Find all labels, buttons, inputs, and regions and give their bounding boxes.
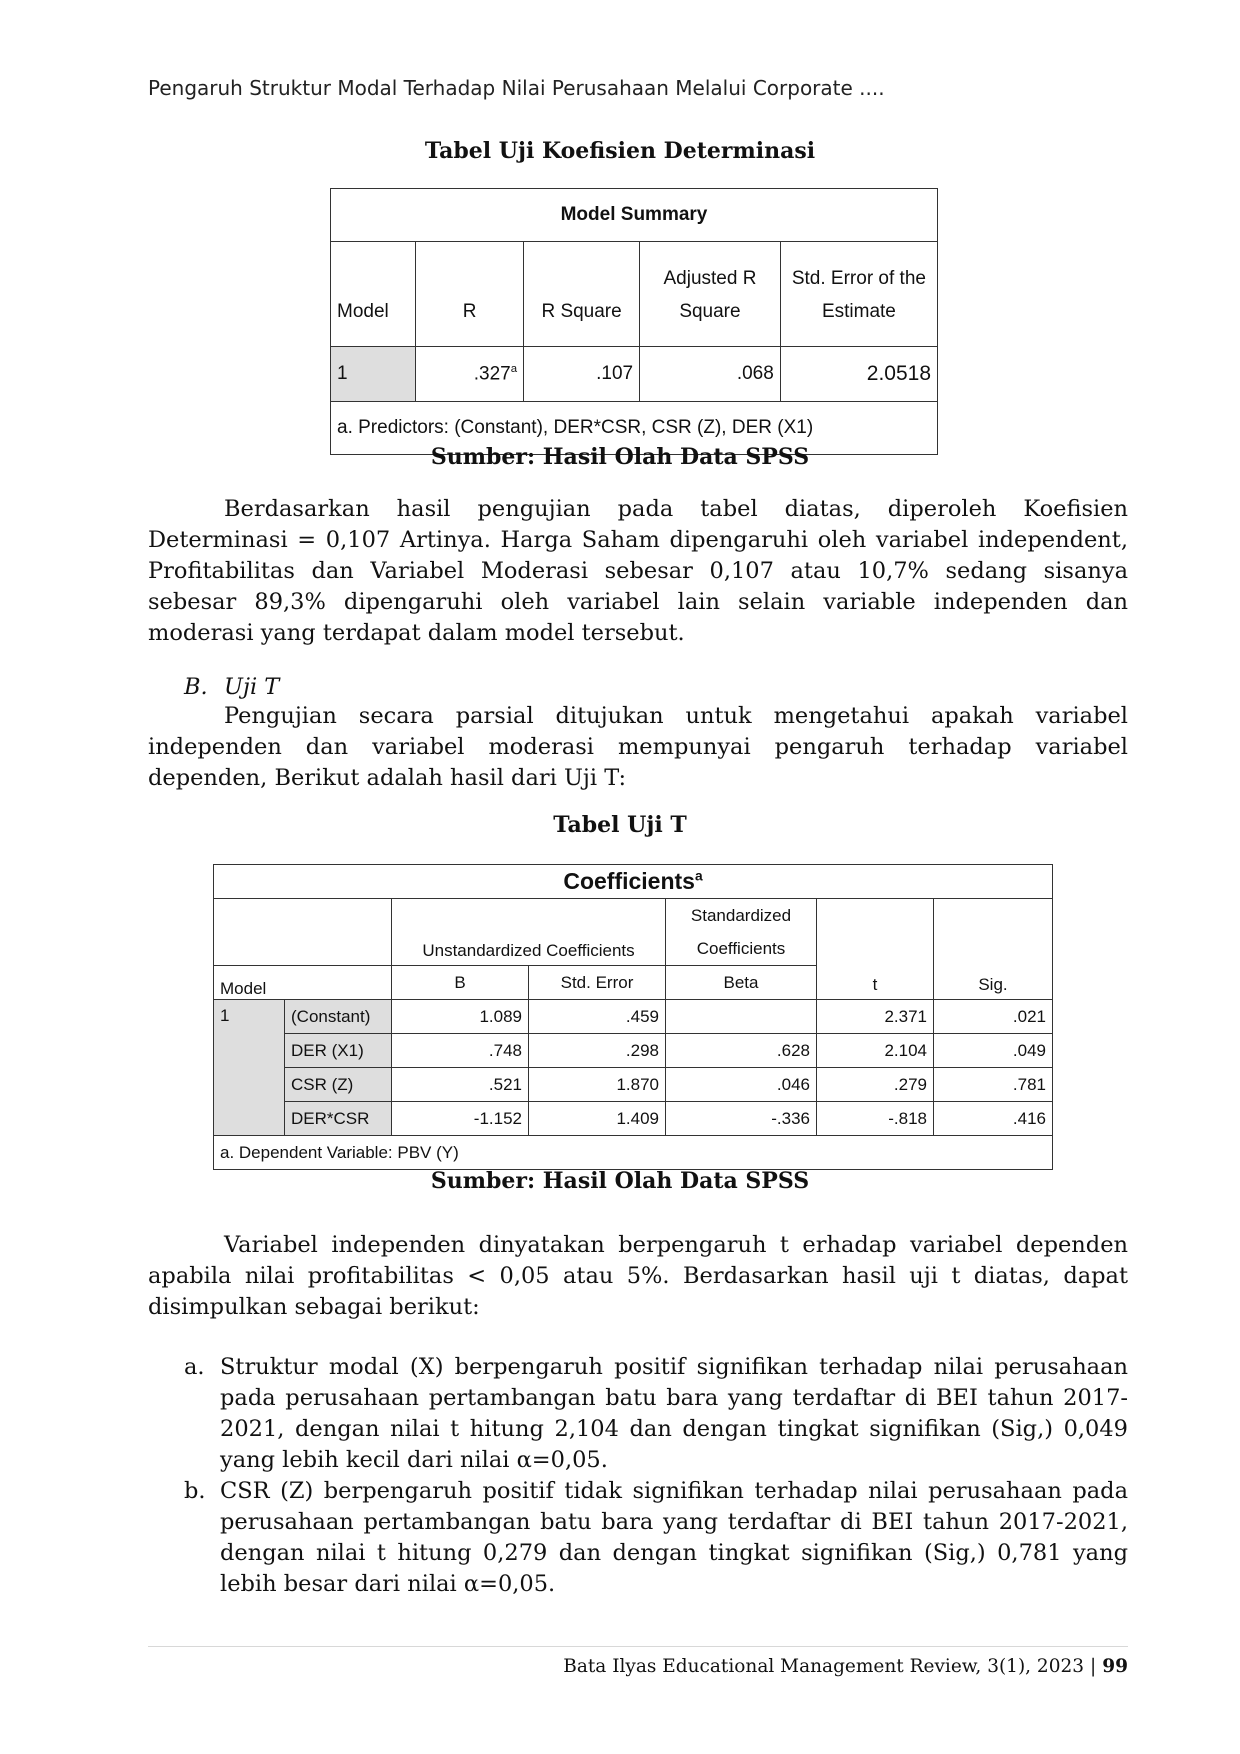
cell-b: 1.089 [392, 1000, 529, 1034]
section-b-heading [184, 674, 279, 700]
paragraph-2-text: Pengujian secara parsial ditujukan untuk mengetahui apakah variabel independen dan variabel moderasi mempunyai pengaruh terhadap variabel dependen, Berikut adalah hasil dari Uji T: [148, 703, 1128, 791]
section-b-title: Uji T [224, 674, 280, 700]
cell-r-square: .107 [524, 347, 640, 402]
paragraph-3-text: Variabel independen dinyatakan berpengaruh t erhadap variabel dependen apabila nilai profitabilitas < 0,05 atau 5%. Berdasarkan hasil uji t diatas, dapat disimpulkan sebagai berikut: [148, 1232, 1128, 1320]
cell-sig: .049 [934, 1034, 1053, 1068]
list-text: CSR (Z) berpengaruh positif tidak signifikan terhadap nilai perusahaan pada perusahaan pertambangan batu bara yang terdaftar di BEI tahun 2017-2021, dengan nilai t hitung 0,279 dan dengan tingkat signifikan (Sig,) 0,781 yang lebih besar dari nilai α=0,05. [220, 1478, 1128, 1597]
cell-beta: .046 [666, 1068, 817, 1102]
cell-r [416, 347, 524, 402]
footer-journal: Bata Ilyas Educational Management Review, 3(1), 2023 [563, 1656, 1085, 1677]
cell-sig: .416 [934, 1102, 1053, 1136]
header-std-error-estimate: Std. Error of the Estimate [780, 242, 937, 347]
paragraph-2 [148, 701, 1128, 794]
footer-separator: | [1090, 1656, 1097, 1677]
header-model: Model [331, 242, 416, 347]
row-name: CSR (Z) [285, 1068, 392, 1102]
header-std-error: Std. Error [529, 966, 666, 1000]
list-item [148, 1352, 1128, 1476]
list-item [148, 1476, 1128, 1600]
cell-b: .521 [392, 1068, 529, 1102]
row-name: DER (X1) [285, 1034, 392, 1068]
cell-t: 2.104 [817, 1034, 934, 1068]
row-model-number: 1 [214, 1000, 285, 1136]
header-beta: Beta [666, 966, 817, 1000]
cell-sig: .021 [934, 1000, 1053, 1034]
table1-caption: Tabel Uji Koefisien Determinasi [424, 138, 816, 164]
cell-model: 1 [331, 347, 416, 402]
running-head: Pengaruh Struktur Modal Terhadap Nilai Perusahaan Melalui Corporate .... [148, 76, 885, 100]
cell-std-error: 2.0518 [780, 347, 937, 402]
cell-se: .298 [529, 1034, 666, 1068]
model-summary-title: Model Summary [331, 189, 938, 242]
header-t: t [817, 899, 934, 1000]
cell-se: 1.409 [529, 1102, 666, 1136]
cell-beta [666, 1000, 817, 1034]
cell-adj-r-square: .068 [640, 347, 781, 402]
header-r: R [416, 242, 524, 347]
cell-beta: .628 [666, 1034, 817, 1068]
page-number: 99 [1102, 1656, 1128, 1677]
cell-b: -1.152 [392, 1102, 529, 1136]
table-row [214, 1102, 1053, 1136]
table2-caption: Tabel Uji T [553, 812, 687, 838]
header-model-blank [214, 899, 392, 966]
row-name: DER*CSR [285, 1102, 392, 1136]
header-adj-r-square: Adjusted R Square [640, 242, 781, 347]
table-row [214, 1068, 1053, 1102]
header-r-square: R Square [524, 242, 640, 347]
table1-footnote: a. Predictors: (Constant), DER*CSR, CSR (Z), DER (X1) [331, 402, 938, 455]
header-standardized: Standardized Coefficients [666, 899, 817, 966]
conclusion-list [148, 1352, 1128, 1600]
table-row [214, 1000, 1053, 1034]
cell-r-value: .327 [473, 363, 511, 385]
header-unstandardized: Unstandardized Coefficients [392, 899, 666, 966]
header-model: Model [214, 966, 392, 1000]
row-name: (Constant) [285, 1000, 392, 1034]
cell-sig: .781 [934, 1068, 1053, 1102]
coefficients-title-text: Coefficients [563, 868, 695, 894]
cell-r-sup: a [510, 362, 518, 375]
cell-beta: -.336 [666, 1102, 817, 1136]
coefficients-title-sup: a [694, 868, 703, 884]
footer-divider [148, 1646, 1128, 1647]
header-sig: Sig. [934, 899, 1053, 1000]
list-text: Struktur modal (X) berpengaruh positif signifikan terhadap nilai perusahaan pada perusahaan pertambangan batu bara yang terdaftar di BEI tahun 2017-2021, dengan nilai t hitung 2,104 dan dengan tingkat signifikan (Sig,) 0,049 yang lebih kecil dari nilai α=0,05. [220, 1354, 1128, 1473]
paragraph-1-text: Berdasarkan hasil pengujian pada tabel diatas, diperoleh Koefisien Determinasi = 0,107 Artinya. Harga Saham dipengaruhi oleh variabel independent, Profitabilitas dan Variabel Moderasi sebesar 0,107 atau 10,7% sedang sisanya sebesar 89,3% dipengaruhi oleh variabel lain selain variable independen dan moderasi yang terdapat dalam model tersebut. [148, 496, 1128, 646]
cell-t: .279 [817, 1068, 934, 1102]
coefficients-table [213, 864, 1053, 1170]
cell-b: .748 [392, 1034, 529, 1068]
paragraph-3 [148, 1230, 1128, 1323]
cell-se: 1.870 [529, 1068, 666, 1102]
table1-source: Sumber: Hasil Olah Data SPSS [430, 444, 810, 470]
coefficients-title [214, 865, 1053, 899]
table2-source: Sumber: Hasil Olah Data SPSS [430, 1168, 810, 1194]
cell-se: .459 [529, 1000, 666, 1034]
list-marker: b. [184, 1478, 206, 1504]
section-b-letter: B. [184, 674, 208, 700]
table2-footnote: a. Dependent Variable: PBV (Y) [214, 1136, 1053, 1170]
model-summary-table [330, 188, 938, 455]
list-marker: a. [184, 1354, 205, 1380]
paragraph-1 [148, 494, 1128, 649]
cell-t: -.818 [817, 1102, 934, 1136]
table-row [214, 1034, 1053, 1068]
header-b: B [392, 966, 529, 1000]
cell-t: 2.371 [817, 1000, 934, 1034]
page-footer [563, 1656, 1128, 1677]
